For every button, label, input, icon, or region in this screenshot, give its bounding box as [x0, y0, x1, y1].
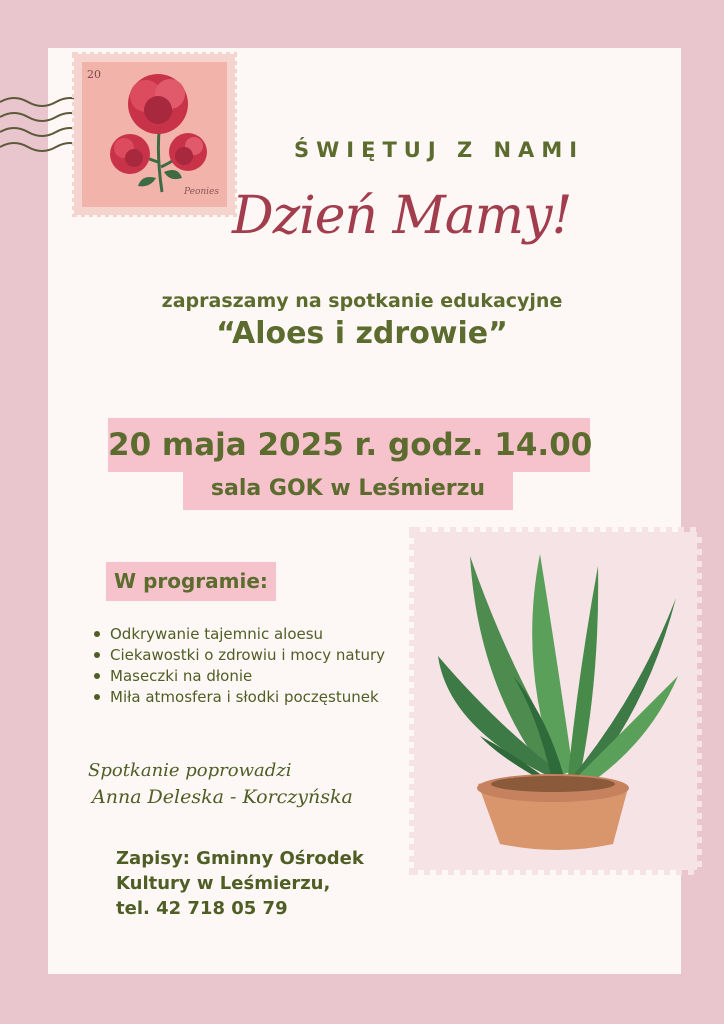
contact-line: Kultury w Leśmierzu,	[116, 873, 331, 894]
invite-line: zapraszamy na spotkanie edukacyjne	[161, 290, 563, 312]
program-heading: W programie:	[106, 562, 276, 601]
peony-stamp	[72, 52, 237, 217]
page-title: Dzień Mamy!	[232, 186, 572, 246]
event-topic: “Aloes i zdrowie”	[216, 316, 508, 351]
list-item	[94, 687, 385, 708]
celebrate-heading: ŚWIĘTUJ Z NAMI	[294, 138, 585, 162]
list-item-label: Maseczki na dłonie	[110, 667, 253, 685]
host-label: Spotkanie poprowadzi	[88, 760, 292, 781]
host-name: Anna Deleska - Korczyńska	[92, 786, 353, 808]
bullet-icon	[94, 694, 100, 700]
bullet-icon	[94, 673, 100, 679]
aloe-plant-icon	[408, 526, 703, 876]
stamp-number: 20	[87, 68, 101, 81]
bullet-icon	[94, 631, 100, 637]
list-item	[94, 645, 385, 666]
stamp-label: Peonies	[183, 187, 219, 197]
event-place: sala GOK w Leśmierzu	[183, 468, 513, 510]
contact-phone: tel. 42 718 05 79	[116, 898, 288, 919]
contact-info	[116, 846, 364, 921]
list-item-label: Ciekawostki o zdrowiu i mocy natury	[110, 646, 386, 664]
aloe-stamp	[408, 526, 703, 876]
contact-line: Zapisy: Gminny Ośrodek	[116, 848, 364, 869]
bullet-icon	[94, 652, 100, 658]
list-item-label: Odkrywanie tajemnic aloesu	[110, 625, 324, 643]
program-list	[94, 624, 385, 708]
list-item	[94, 624, 385, 645]
event-date: 20 maja 2025 r. godz. 14.00	[108, 418, 590, 472]
list-item	[94, 666, 385, 687]
list-item-label: Miła atmosfera i słodki poczęstunek	[110, 688, 379, 706]
